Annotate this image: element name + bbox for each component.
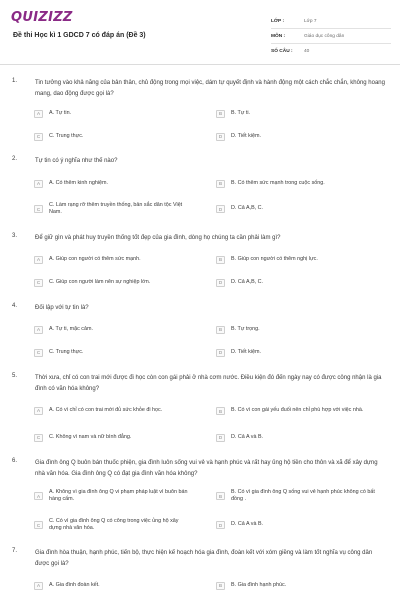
- option-letter-badge: D: [216, 521, 225, 529]
- option-text: A. Có thêm kinh nghiệm.: [49, 179, 109, 186]
- option-letter-badge: C: [34, 205, 43, 213]
- option-letter-badge: D: [216, 205, 225, 213]
- option-letter-badge: B: [216, 582, 225, 590]
- meta-value-subject: Giáo dục công dân: [304, 33, 345, 39]
- option-d[interactable]: [216, 275, 386, 290]
- option-a[interactable]: [34, 485, 204, 507]
- option-c[interactable]: [34, 198, 204, 220]
- option-letter-badge: A: [34, 407, 43, 415]
- option-text: C. Trung thực.: [49, 348, 84, 355]
- question-text: Để giữ gìn và phát huy truyền thống tốt đẹp của gia đình, dòng họ chúng ta cần phải làm gì?: [35, 235, 281, 241]
- option-c[interactable]: [34, 345, 204, 360]
- option-text: C. Giúp con người làm nên sự nghiệp lớn.: [49, 278, 151, 285]
- option-letter-badge: B: [216, 407, 225, 415]
- option-d[interactable]: [216, 430, 386, 445]
- meta-row-subject: [271, 29, 391, 44]
- option-b[interactable]: [216, 252, 386, 267]
- option-a[interactable]: [34, 252, 204, 267]
- option-text: A. Có vì chỉ có con trai mới đủ sức khỏe đi học.: [49, 406, 163, 413]
- meta-value-class: Lớp 7: [304, 18, 317, 24]
- page-title: Đề thi Học kì 1 GDCD 7 có đáp án (Đề 3): [13, 32, 146, 39]
- option-letter-badge: A: [34, 492, 43, 500]
- question-number: 7.: [12, 548, 18, 554]
- option-a[interactable]: [34, 176, 204, 191]
- meta-row-class: [271, 14, 391, 29]
- option-letter-badge: D: [216, 349, 225, 357]
- option-text: A. Giúp con người có thêm sức mạnh.: [49, 255, 141, 262]
- option-letter-badge: D: [216, 133, 225, 141]
- question-text: Gia đình ông Q buôn bán thuốc phiện, gia đình luôn sống vui vẻ và hạnh phúc và rất hay ủng hộ tiền cho thôn và xã để xây dựng nhà văn hóa. Gia đình ông Q có đạt gia đình văn hóa không?: [35, 460, 378, 477]
- option-c[interactable]: [34, 430, 204, 445]
- option-text: C. Có vì gia đình ông Q có công trong việc ủng hộ xây dựng nhà văn hóa.: [49, 517, 179, 531]
- question-number: 6.: [12, 458, 18, 464]
- option-letter-badge: B: [216, 492, 225, 500]
- header-divider: [0, 64, 400, 65]
- option-letter-badge: A: [34, 582, 43, 590]
- option-text: B. Có vì con gái yếu đuối nên chỉ phù hợp với việc nhà.: [231, 407, 364, 414]
- meta-value-count: 40: [304, 49, 310, 54]
- option-a[interactable]: [34, 106, 204, 121]
- question-text: Tự tin có ý nghĩa như thế nào?: [35, 158, 118, 164]
- option-text: D. Cả A,B, C.: [231, 278, 264, 285]
- option-text: B. Có thêm sức mạnh trong cuộc sống.: [231, 179, 325, 186]
- option-b[interactable]: [216, 578, 386, 593]
- option-letter-badge: C: [34, 349, 43, 357]
- option-text: B. Gia đình hạnh phúc.: [231, 581, 287, 588]
- option-letter-badge: A: [34, 326, 43, 334]
- meta-label-count: SỐ CÂU :: [271, 49, 293, 54]
- meta-label-class: LỚP :: [271, 18, 285, 24]
- option-letter-badge: D: [216, 279, 225, 287]
- question-number: 4.: [12, 303, 18, 309]
- option-text: D. Cả A và B.: [231, 433, 264, 440]
- question-number: 1.: [12, 78, 18, 84]
- option-d[interactable]: [216, 514, 386, 536]
- option-a[interactable]: [34, 322, 204, 337]
- question-text: Gia đình hòa thuận, hạnh phúc, tiến bộ, thực hiện kế hoạch hóa gia đình, đoàn kết với xóm giềng và làm tốt nghĩa vụ công dân được gọi là?: [35, 550, 373, 567]
- option-letter-badge: C: [34, 434, 43, 442]
- option-text: C. Không vì nam và nữ bình đẳng.: [49, 433, 132, 440]
- option-letter-badge: B: [216, 326, 225, 334]
- option-c[interactable]: [34, 275, 204, 290]
- question-text: Thời xưa, chỉ có con trai mới được đi học còn con gái phải ở nhà cơm nước. Điều kiện đó đến ngày nay có được công nhận là gia đình có văn hóa không?: [35, 375, 382, 392]
- question-text: Tin tưởng vào khả năng của bản thân, chủ động trong mọi việc, dám tự quyết định và hành động một cách chắc chắn, không hoang mang, dao động được gọi là?: [35, 80, 385, 97]
- option-letter-badge: C: [34, 521, 43, 529]
- option-letter-badge: C: [34, 133, 43, 141]
- question-number: 2.: [12, 156, 18, 162]
- option-b[interactable]: [216, 106, 386, 121]
- option-letter-badge: A: [34, 180, 43, 188]
- option-b[interactable]: [216, 485, 386, 507]
- option-a[interactable]: [34, 578, 204, 593]
- option-c[interactable]: [34, 514, 204, 536]
- option-letter-badge: A: [34, 110, 43, 118]
- option-text: B. Tự ti.: [231, 109, 251, 116]
- option-text: C. Trung thực.: [49, 132, 84, 139]
- option-text: A. Không vì gia đình ông Q vi phạm pháp luật vì buôn bán hàng cấm.: [49, 488, 188, 502]
- option-text: D. Tiết kiệm.: [231, 348, 261, 355]
- option-d[interactable]: [216, 345, 386, 360]
- meta-table: [271, 14, 391, 59]
- option-d[interactable]: [216, 198, 386, 220]
- meta-label-subject: MÔN :: [271, 33, 286, 39]
- option-b[interactable]: [216, 322, 386, 337]
- option-letter-badge: D: [216, 434, 225, 442]
- option-text: D. Cả A và B.: [231, 521, 264, 528]
- option-text: D. Tiết kiệm.: [231, 132, 261, 139]
- meta-row-count: [271, 44, 391, 59]
- option-text: D. Cả A,B, C.: [231, 205, 264, 212]
- option-text: A. Gia đình đoàn kết.: [49, 581, 100, 588]
- option-letter-badge: B: [216, 110, 225, 118]
- option-text: A. Tự ti, mặc cảm.: [49, 325, 93, 332]
- option-a[interactable]: [34, 403, 204, 418]
- worksheet-header: [0, 0, 400, 64]
- option-text: A. Tự tin.: [49, 109, 72, 116]
- question-number: 3.: [12, 233, 18, 239]
- option-d[interactable]: [216, 129, 386, 144]
- option-b[interactable]: [216, 176, 386, 191]
- question-number: 5.: [12, 373, 18, 379]
- option-text: B. Giúp con người có thêm nghị lực.: [231, 255, 318, 262]
- option-letter-badge: B: [216, 256, 225, 264]
- option-text: C. Làm rạng rỡ thêm truyền thống, bản sắc dân tộc Việt Nam.: [49, 201, 183, 215]
- question-text: Đối lập với tự tin là?: [35, 305, 89, 311]
- quizizz-logo: QUIZIZZ: [11, 10, 73, 25]
- option-c[interactable]: [34, 129, 204, 144]
- option-b[interactable]: [216, 400, 386, 422]
- option-letter-badge: C: [34, 279, 43, 287]
- option-text: B. Có vì gia đình ông Q sống vui vẻ hạnh phúc không có bất đồng .: [231, 488, 375, 502]
- option-text: B. Tự trọng.: [231, 325, 260, 332]
- option-letter-badge: A: [34, 256, 43, 264]
- option-letter-badge: B: [216, 180, 225, 188]
